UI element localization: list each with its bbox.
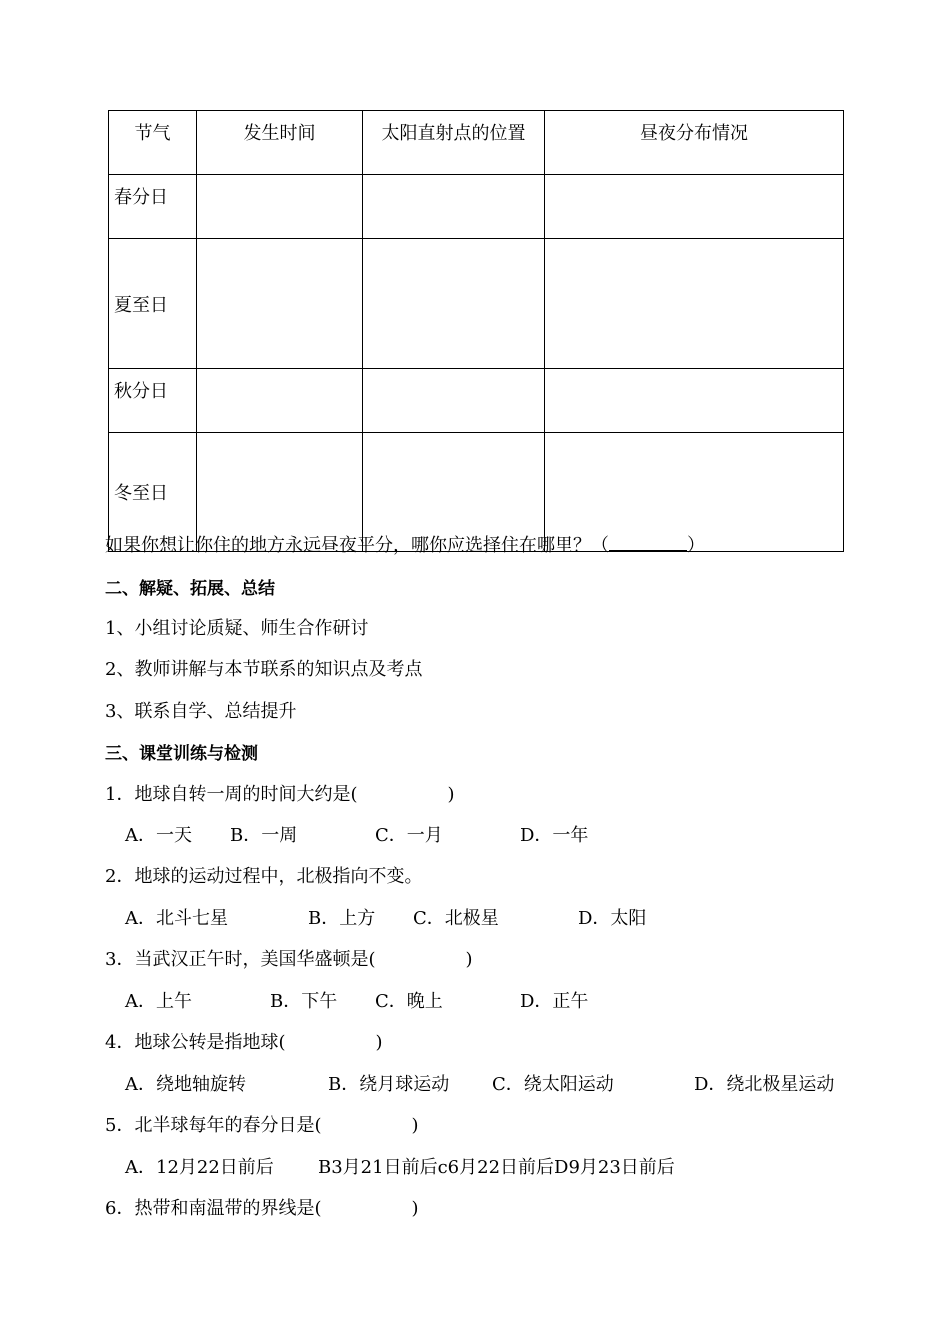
blank-cell[interactable]	[545, 239, 844, 369]
blank-cell[interactable]	[363, 369, 545, 433]
table-row	[109, 369, 844, 433]
option-c[interactable]: C．绕太阳运动	[492, 1074, 614, 1095]
option-b-c-d[interactable]: B3月21日前后c6月22日前后D9月23日前后	[318, 1157, 675, 1178]
question-2: 2．地球的运动过程中，北极指向不变。	[105, 866, 423, 887]
row-label: 秋分日	[109, 369, 197, 433]
blank-cell[interactable]	[363, 239, 545, 369]
answer-blank[interactable]	[609, 534, 687, 551]
option-a[interactable]: A．一天	[125, 825, 192, 846]
option-a[interactable]: A．绕地轴旋转	[125, 1074, 246, 1095]
section-3-title: 三、课堂训练与检测	[105, 744, 258, 764]
option-c[interactable]: C．晚上	[375, 991, 443, 1012]
table-row	[109, 175, 844, 239]
section-2-item: 3、联系自学、总结提升	[105, 701, 297, 722]
row-label: 冬至日	[109, 433, 197, 552]
option-d[interactable]: D．正午	[520, 991, 589, 1012]
header-cell: 太阳直射点的位置	[363, 111, 545, 175]
header-cell: 发生时间	[197, 111, 363, 175]
blank-cell[interactable]	[197, 239, 363, 369]
option-b[interactable]: B．绕月球运动	[328, 1074, 450, 1095]
option-b[interactable]: B．上方	[308, 908, 376, 929]
option-d[interactable]: D．一年	[520, 825, 589, 846]
blank-cell[interactable]	[545, 369, 844, 433]
question-5: 5．北半球每年的春分日是( )	[105, 1115, 419, 1136]
question-6: 6．热带和南温带的界线是( )	[105, 1198, 419, 1219]
header-cell: 昼夜分布情况	[545, 111, 844, 175]
option-a[interactable]: A．上午	[125, 991, 192, 1012]
option-a[interactable]: A．12月22日前后	[125, 1157, 274, 1178]
option-a[interactable]: A．北斗七星	[125, 908, 228, 929]
blank-cell[interactable]	[197, 369, 363, 433]
option-d[interactable]: D．绕北极星运动	[694, 1074, 835, 1095]
option-b[interactable]: B．一周	[230, 825, 298, 846]
option-c[interactable]: C．一月	[375, 825, 443, 846]
question-4: 4．地球公转是指地球( )	[105, 1032, 383, 1053]
solar-terms-table	[108, 110, 844, 552]
table-header-row	[109, 111, 844, 175]
row-label: 夏至日	[109, 239, 197, 369]
section-2-item: 1、小组讨论质疑、师生合作研讨	[105, 618, 369, 639]
table-row	[109, 239, 844, 369]
blank-cell[interactable]	[545, 175, 844, 239]
section-2-title: 二、解疑、拓展、总结	[105, 579, 275, 599]
option-d[interactable]: D．太阳	[578, 908, 647, 929]
section-2-item: 2、教师讲解与本节联系的知识点及考点	[105, 659, 423, 680]
option-b[interactable]: B．下午	[270, 991, 338, 1012]
row-label: 春分日	[109, 175, 197, 239]
question-1: 1．地球自转一周的时间大约是( )	[105, 784, 455, 805]
question-3: 3．当武汉正午时，美国华盛顿是( )	[105, 949, 473, 970]
option-c[interactable]: C．北极星	[413, 908, 499, 929]
header-cell: 节气	[109, 111, 197, 175]
blank-cell[interactable]	[363, 175, 545, 239]
blank-cell[interactable]	[197, 175, 363, 239]
equal-day-night-question: 如果你想让你住的地方永远昼夜平分，哪你应选择住在哪里？（ ）	[105, 535, 705, 556]
